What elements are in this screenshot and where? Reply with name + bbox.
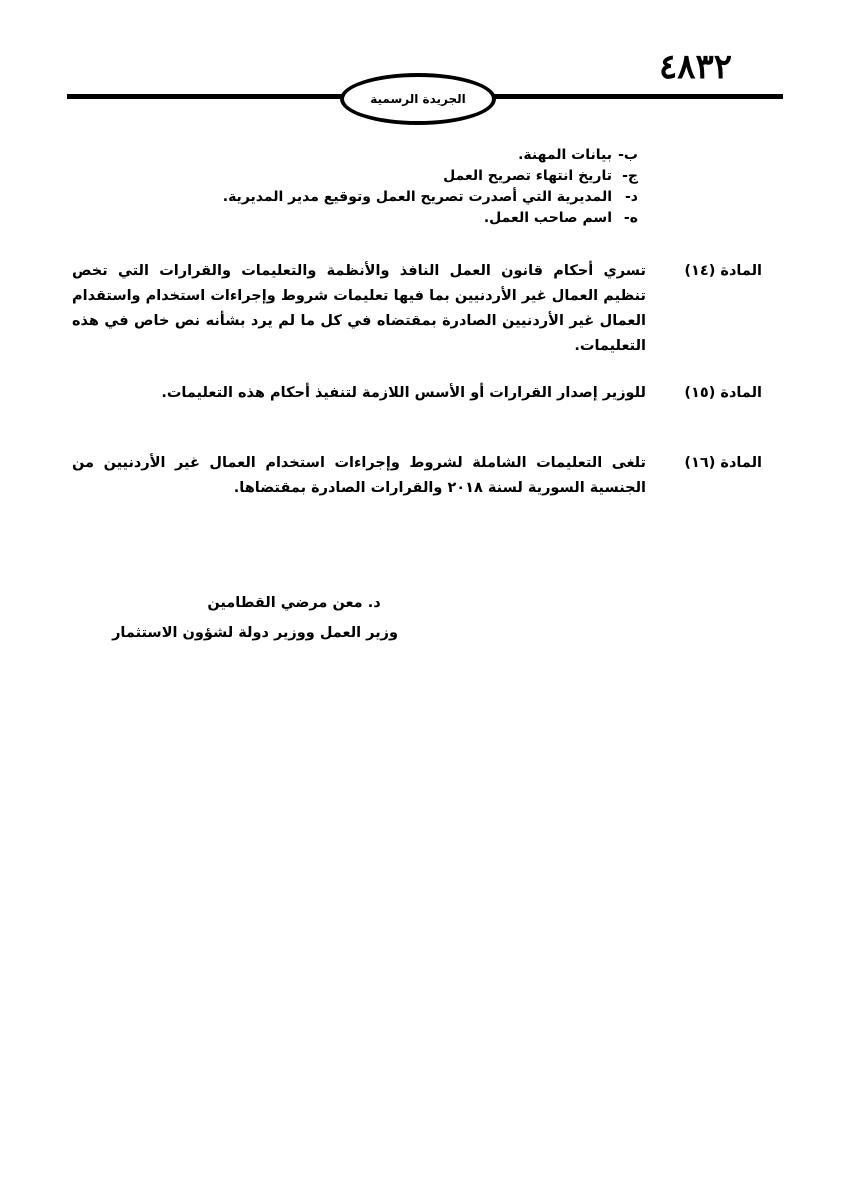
article-body: تسري أحكام قانون العمل النافذ والأنظمة والتعليمات والقرارات التي تخص تنظيم العمال غير الأردنيين بما فيها تعليمات شروط وإجراءات استخدام واستقدام العمال غير الأردنيين الصادرة بمقتضاه في كل ما لم يرد بشأنه نص خاص في هذه التعليمات.	[72, 263, 646, 354]
list-item	[223, 145, 638, 166]
list-marker: ب-	[618, 147, 638, 163]
list-item	[223, 187, 638, 208]
sub-item-list	[223, 145, 638, 229]
page-number: ٤٨٣٢	[658, 47, 732, 87]
article-label: المادة (١٥)	[684, 385, 762, 401]
publication-title-oval	[340, 73, 496, 125]
list-text: بيانات المهنة.	[518, 147, 612, 163]
list-marker: د-	[625, 189, 638, 205]
list-text: تاريخ انتهاء تصريح العمل	[443, 168, 612, 184]
list-text: اسم صاحب العمل.	[483, 210, 612, 226]
list-text: المديرية التي أصدرت تصريح العمل وتوقيع مدير المديرية.	[222, 189, 612, 205]
article-label: المادة (١٤)	[684, 263, 762, 279]
list-marker: ه-	[623, 210, 638, 226]
list-marker: ج-	[622, 168, 638, 184]
article-16	[72, 451, 762, 501]
signature-block	[112, 588, 398, 648]
publication-title: الجريدة الرسمية	[370, 92, 466, 106]
article-body: للوزير إصدار القرارات أو الأسس اللازمة لتنفيذ أحكام هذه التعليمات.	[161, 385, 646, 401]
list-item	[223, 166, 638, 187]
article-15	[72, 381, 762, 406]
article-14	[72, 259, 762, 359]
signatory-title: وزير العمل ووزير دولة لشؤون الاستثمار	[112, 625, 398, 641]
signatory-name: د. معن مرضي القطامين	[207, 595, 381, 611]
list-item	[223, 208, 638, 229]
article-label: المادة (١٦)	[684, 455, 762, 471]
article-body: تلغى التعليمات الشاملة لشروط وإجراءات استخدام العمال غير الأردنيين من الجنسية السورية لسنة ٢٠١٨ والقرارات الصادرة بمقتضاها.	[72, 455, 646, 496]
